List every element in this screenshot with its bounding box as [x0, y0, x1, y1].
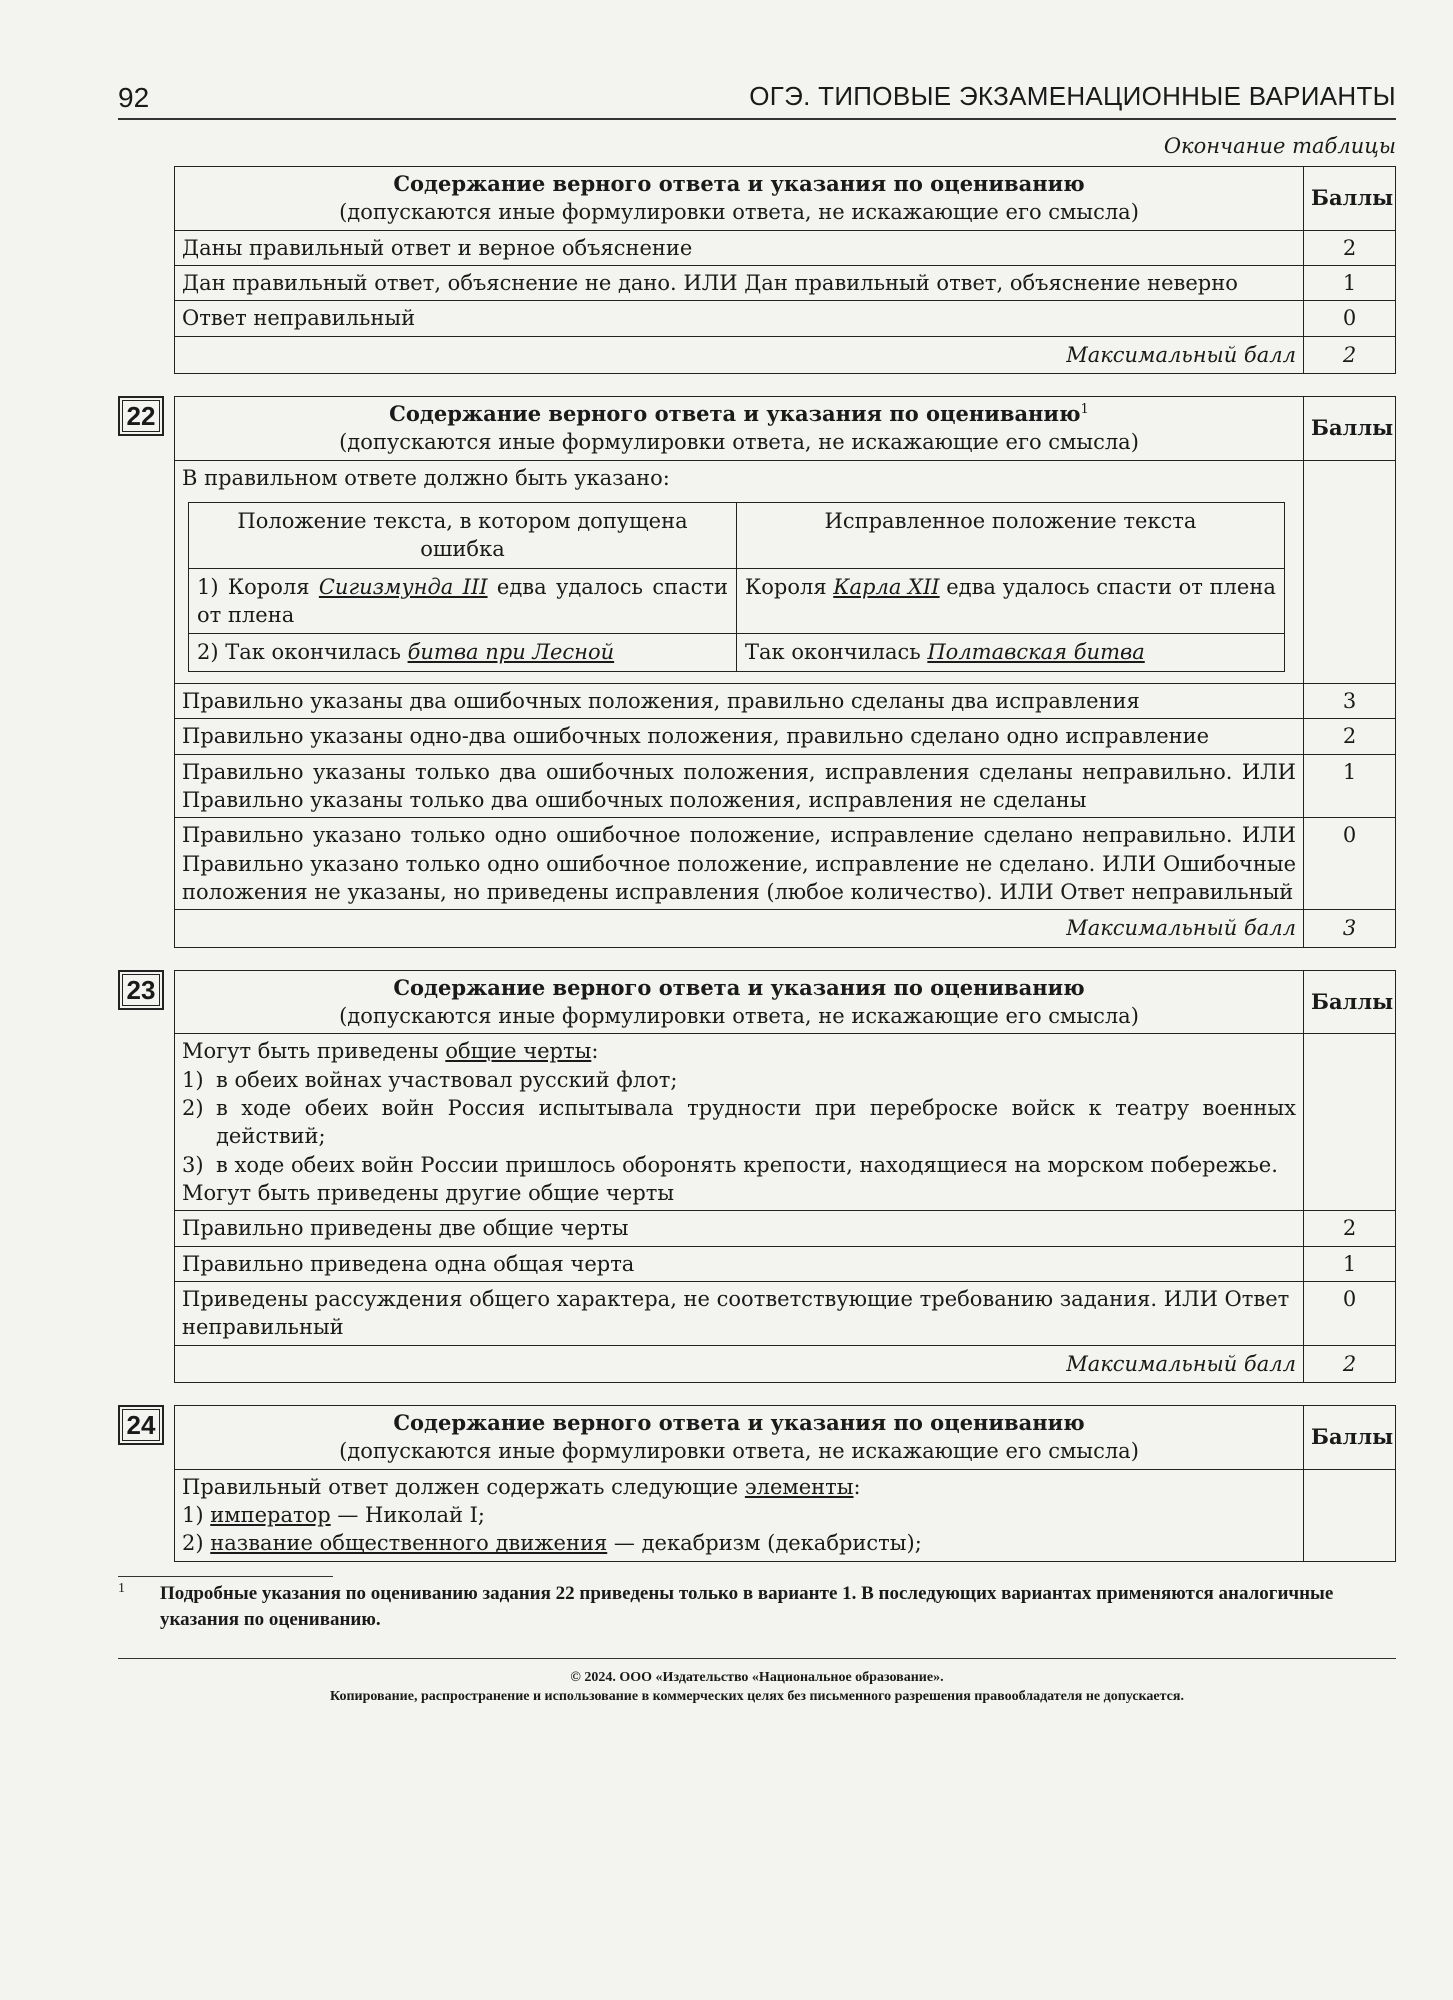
max-score-label: Максимальный балл [175, 336, 1304, 373]
criterion-text: Приведены рассуждения общего характера, не соответствующие требованию задания. ИЛИ Ответ неправильный [175, 1282, 1304, 1346]
criterion-text: Правильно указаны одно-два ошибочных положения, правильно сделано одно исправление [175, 719, 1304, 754]
score-column-header: Баллы [1304, 397, 1396, 461]
answer-content [175, 460, 1304, 683]
criterion-text: Даны правильный ответ и верное объяснение [175, 230, 1304, 265]
score-column-header: Баллы [1304, 1406, 1396, 1470]
page [118, 70, 1396, 1707]
table-row [175, 1211, 1396, 1246]
header-subtitle: (допускаются иные формулировки ответа, не искажающие его смысла) [339, 1439, 1139, 1464]
criterion-text: Дан правильный ответ, объяснение не дано. ИЛИ Дан правильный ответ, объяснение неверно [175, 266, 1304, 301]
corrected-text: Так окончилась Полтавская битва [737, 634, 1285, 671]
table-header [175, 970, 1304, 1034]
task-number-badge: 22 [118, 396, 164, 436]
table-row [189, 568, 1285, 634]
error-text: 1) Короля Сигизмунда III едва удалось спасти от плена [189, 568, 737, 634]
footnote-marker: 1 [1080, 402, 1089, 418]
criterion-score: 0 [1304, 1282, 1396, 1346]
criterion-score: 0 [1304, 301, 1396, 336]
table-header [175, 1406, 1304, 1470]
criterion-text: Ответ неправильный [175, 301, 1304, 336]
error-correction-table [188, 502, 1285, 672]
task-22-block [118, 396, 1396, 948]
max-score-label: Максимальный балл [175, 910, 1304, 947]
max-score-row [175, 336, 1396, 373]
criterion-text: Правильно указаны только два ошибочных положения, исправления сделаны неправильно. ИЛИ Правильно указаны только два ошибочных положения, исправления не сделаны [175, 754, 1304, 818]
criterion-score: 2 [1304, 719, 1396, 754]
answer-content [175, 1034, 1304, 1211]
max-score-value: 2 [1304, 336, 1396, 373]
criterion-text: Правильно приведена одна общая черта [175, 1246, 1304, 1281]
scoring-table-23 [174, 970, 1396, 1383]
inner-header-right: Исправленное положение текста [737, 503, 1285, 569]
copyright-notice: Копирование, распространение и использование в коммерческих целях без письменного разрешения правообладателя не допускается. [330, 1688, 1184, 1704]
header-subtitle: (допускаются иные формулировки ответа, не искажающие его смысла) [339, 200, 1139, 225]
max-score-row [175, 910, 1396, 947]
criterion-score: 3 [1304, 683, 1396, 718]
common-features-list [182, 1066, 1296, 1179]
scoring-table-22 [174, 396, 1396, 948]
table-header [175, 397, 1304, 461]
scoring-table-24 [174, 1405, 1396, 1562]
list-item: 1) император — Николай I; [182, 1503, 486, 1528]
header-title: Содержание верного ответа и указания по оцениванию [393, 974, 1085, 1000]
table-row [175, 719, 1396, 754]
criterion-score: 1 [1304, 266, 1396, 301]
task-number-badge: 24 [118, 1405, 164, 1445]
task-23-block [118, 970, 1396, 1383]
footnote [118, 1581, 1396, 1634]
answer-intro: Правильный ответ должен содержать следующие элементы: [182, 1474, 861, 1499]
table-row [175, 754, 1396, 818]
answer-intro: Могут быть приведены общие черты: [182, 1039, 599, 1064]
page-number: 92 [118, 82, 150, 113]
table-row [175, 683, 1396, 718]
criterion-score: 1 [1304, 754, 1396, 818]
inner-header-left: Положение текста, в котором допущена ошибка [189, 503, 737, 569]
table-header [175, 167, 1304, 231]
header-title: Содержание верного ответа и указания по оцениванию [389, 401, 1081, 427]
answer-content [175, 1469, 1304, 1561]
criterion-text: Правильно указаны два ошибочных положения, правильно сделаны два исправления [175, 683, 1304, 718]
table-continuation-note: Окончание таблицы [1163, 134, 1396, 158]
max-score-value: 2 [1304, 1345, 1396, 1382]
task-24-block [118, 1405, 1396, 1562]
header-title: Содержание верного ответа и указания по оцениванию [393, 171, 1085, 196]
max-score-value: 3 [1304, 910, 1396, 947]
table-row [175, 818, 1396, 910]
footnote-section [118, 1576, 1396, 1634]
footnote-rule [118, 1576, 333, 1577]
criterion-score: 0 [1304, 818, 1396, 910]
table-row [175, 1246, 1396, 1281]
header-subtitle: (допускаются иные формулировки ответа, не искажающие его смысла) [339, 1003, 1139, 1028]
score-column-header: Баллы [1304, 970, 1396, 1034]
copyright-block [118, 1658, 1396, 1707]
corrected-text: Короля Карла XII едва удалось спасти от плена [737, 568, 1285, 634]
error-text: 2) Так окончилась битва при Лесной [189, 634, 737, 671]
header-title: Содержание верного ответа и указания по оцениванию [393, 1410, 1085, 1436]
criterion-score: 1 [1304, 1246, 1396, 1281]
criterion-text: Правильно приведены две общие черты [175, 1211, 1304, 1246]
answer-intro: В правильном ответе должно быть указано: [182, 465, 670, 490]
page-header [118, 70, 1396, 120]
running-title: ОГЭ. ТИПОВЫЕ ЭКЗАМЕНАЦИОННЫЕ ВАРИАНТЫ [749, 81, 1396, 111]
criterion-text: Правильно указано только одно ошибочное положение, исправление сделано неправильно. ИЛИ Правильно указано только одно ошибочное положение, исправление не сделано. ИЛИ Ошибочные положения не указаны, но приведены исправления (любое количество). ИЛИ Ответ неправильный [175, 818, 1304, 910]
scoring-table-previous [174, 166, 1396, 374]
list-item: 2) в ходе обеих войн Россия испытывала трудности при переброске войск к театру военных действий; [182, 1095, 1296, 1149]
table-row [189, 634, 1285, 671]
footnote-text: Подробные указания по оцениванию задания 22 приведены только в варианте 1. В последующих вариантах применяются аналогичные указания по оцениванию. [160, 1582, 1334, 1631]
table-row [175, 266, 1396, 301]
table-row [175, 230, 1396, 265]
list-item: 3) в ходе обеих войн России пришлось оборонять крепости, находящиеся на морском побережье. [182, 1152, 1278, 1177]
header-subtitle: (допускаются иные формулировки ответа, не искажающие его смысла) [339, 430, 1139, 455]
max-score-label: Максимальный балл [175, 1345, 1304, 1382]
footnote-mark: 1 [118, 1580, 125, 1596]
answer-outro: Могут быть приведены другие общие черты [182, 1180, 675, 1205]
list-item: 2) название общественного движения — декабризм (декабристы); [182, 1531, 922, 1556]
criterion-score: 2 [1304, 230, 1396, 265]
copyright-line: © 2024. ООО «Издательство «Национальное образование». [570, 1669, 944, 1685]
score-column-header: Баллы [1304, 167, 1396, 231]
criterion-score: 2 [1304, 1211, 1396, 1246]
table-row [175, 1282, 1396, 1346]
table-row [175, 301, 1396, 336]
task-number-badge: 23 [118, 970, 164, 1010]
max-score-row [175, 1345, 1396, 1382]
list-item: 1) в обеих войнах участвовал русский флот; [182, 1067, 678, 1092]
